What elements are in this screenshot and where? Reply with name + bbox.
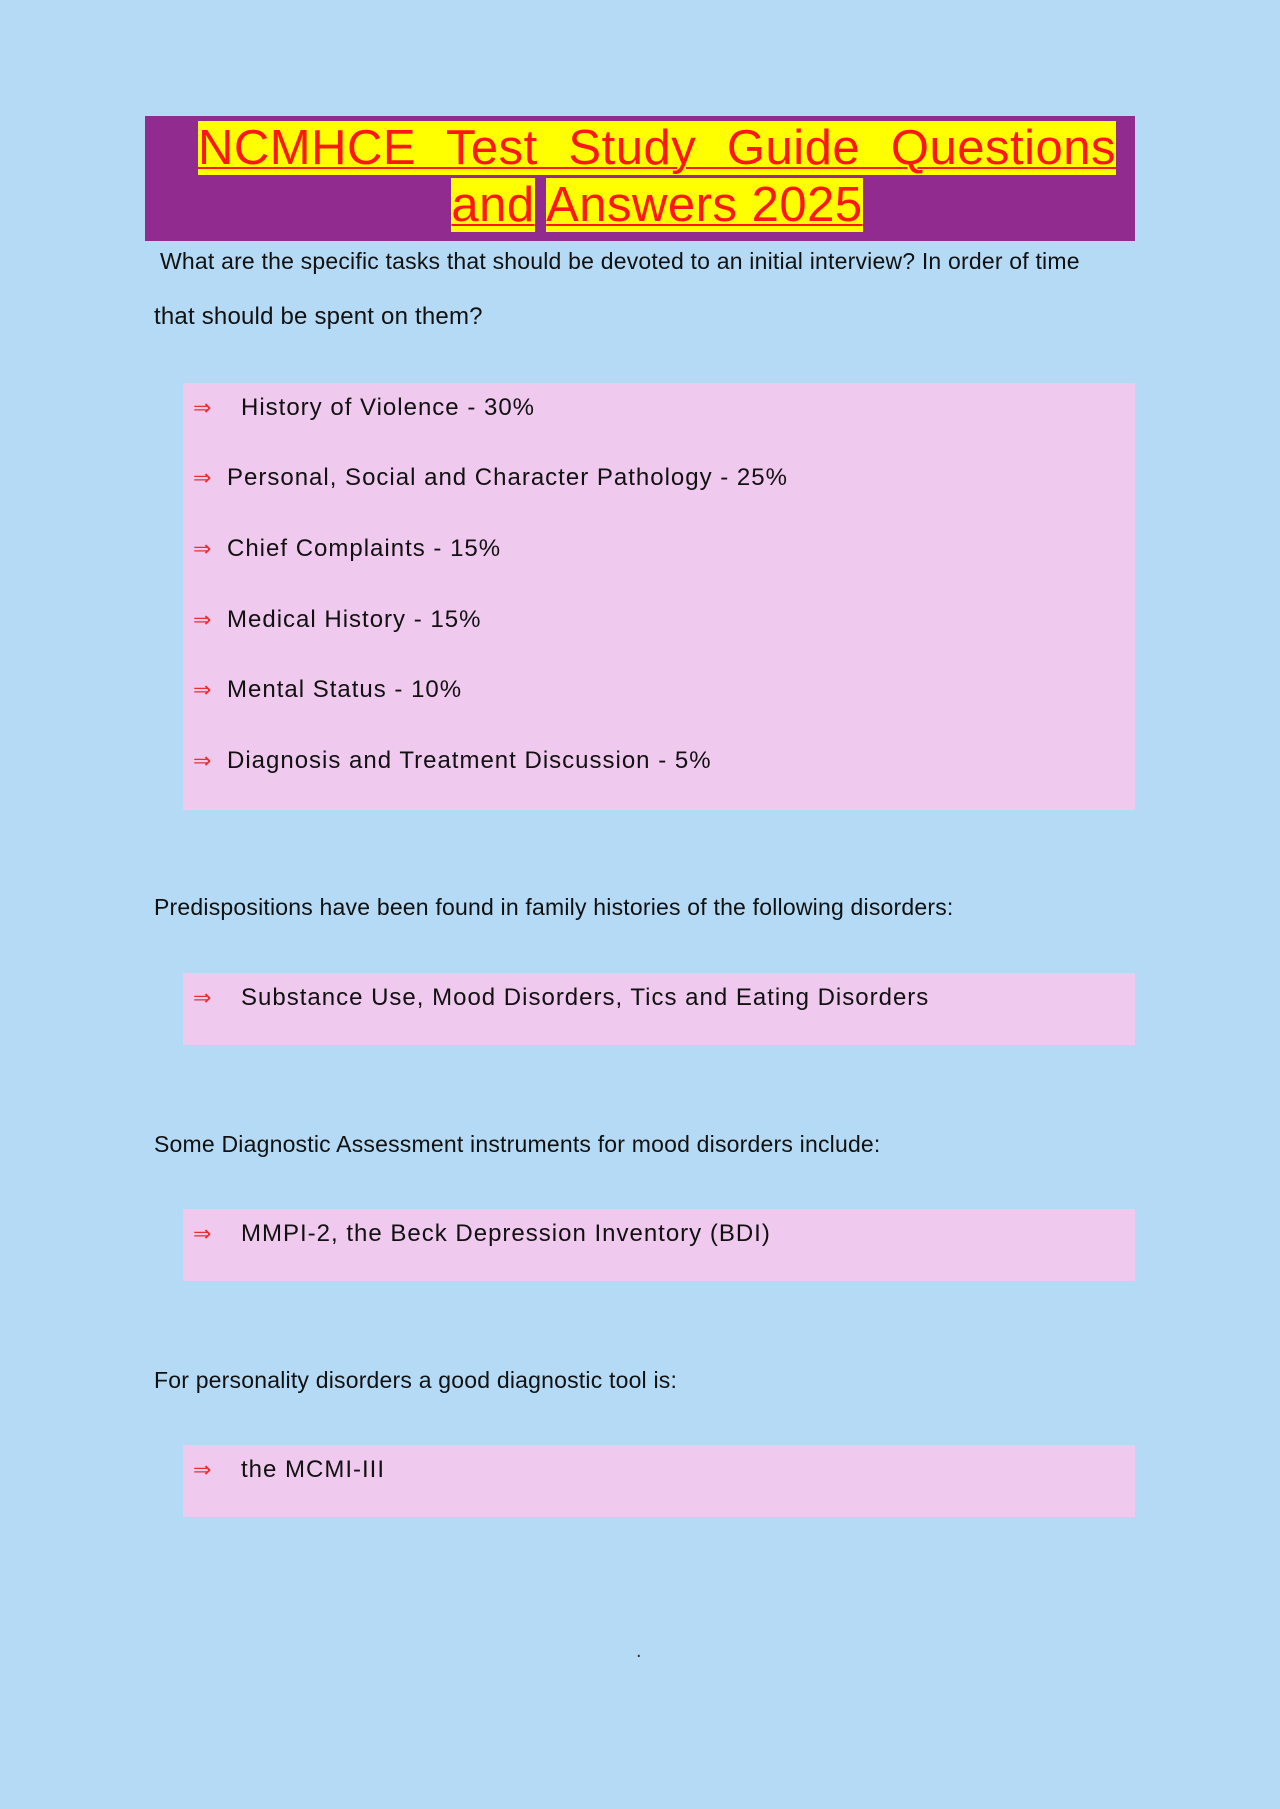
answer-text: History of Violence - 30%	[241, 394, 536, 421]
question-4: For personality disorders a good diagnostic tool is:	[154, 1367, 678, 1393]
arrow-right-icon: ⇒	[193, 607, 213, 633]
answer-text: MMPI-2, the Beck Depression Inventory (BDI)	[241, 1220, 771, 1247]
question-1-line-1: What are the specific tasks that should be devoted to an initial interview? In order of time	[160, 248, 1080, 274]
answer-item	[193, 535, 501, 563]
arrow-right-icon: ⇒	[193, 465, 213, 491]
answer-item	[193, 1456, 385, 1484]
answer-text: Mental Status - 10%	[227, 676, 463, 703]
title-line-2: Answers 2025	[546, 178, 863, 232]
arrow-right-icon: ⇒	[193, 536, 213, 562]
arrow-right-icon: ⇒	[193, 395, 213, 421]
answer-item	[193, 676, 462, 704]
answer-text: Substance Use, Mood Disorders, Tics and Eating Disorders	[241, 984, 930, 1011]
answer-text: Chief Complaints - 15%	[227, 535, 502, 562]
question-3: Some Diagnostic Assessment instruments for mood disorders include:	[154, 1131, 881, 1157]
answer-item	[193, 1220, 771, 1248]
answer-item	[193, 394, 535, 422]
arrow-right-icon: ⇒	[193, 1457, 213, 1483]
answer-box-4	[183, 1445, 1135, 1517]
question-2: Predispositions have been found in family histories of the following disorders:	[154, 894, 954, 920]
arrow-right-icon: ⇒	[193, 985, 213, 1011]
answer-box-3	[183, 1209, 1135, 1281]
question-1-line-2: that should be spent on them?	[154, 303, 483, 330]
answer-box-1	[183, 383, 1135, 810]
answer-item	[193, 747, 712, 775]
title-line-1: NCMHCE Test Study Guide Questions and	[198, 121, 1116, 232]
answer-box-2	[183, 973, 1135, 1045]
page-title	[198, 120, 1116, 234]
answer-text: Diagnosis and Treatment Discussion - 5%	[227, 747, 712, 774]
answer-item	[193, 984, 929, 1012]
page-footer-mark: .	[636, 1640, 642, 1662]
arrow-right-icon: ⇒	[193, 748, 213, 774]
arrow-right-icon: ⇒	[193, 1221, 213, 1247]
answer-text: the MCMI-III	[241, 1456, 386, 1483]
answer-text: Medical History - 15%	[227, 606, 482, 633]
answer-text: Personal, Social and Character Pathology - 25%	[227, 464, 788, 491]
answer-item	[193, 464, 788, 492]
arrow-right-icon: ⇒	[193, 677, 213, 703]
answer-item	[193, 606, 481, 634]
